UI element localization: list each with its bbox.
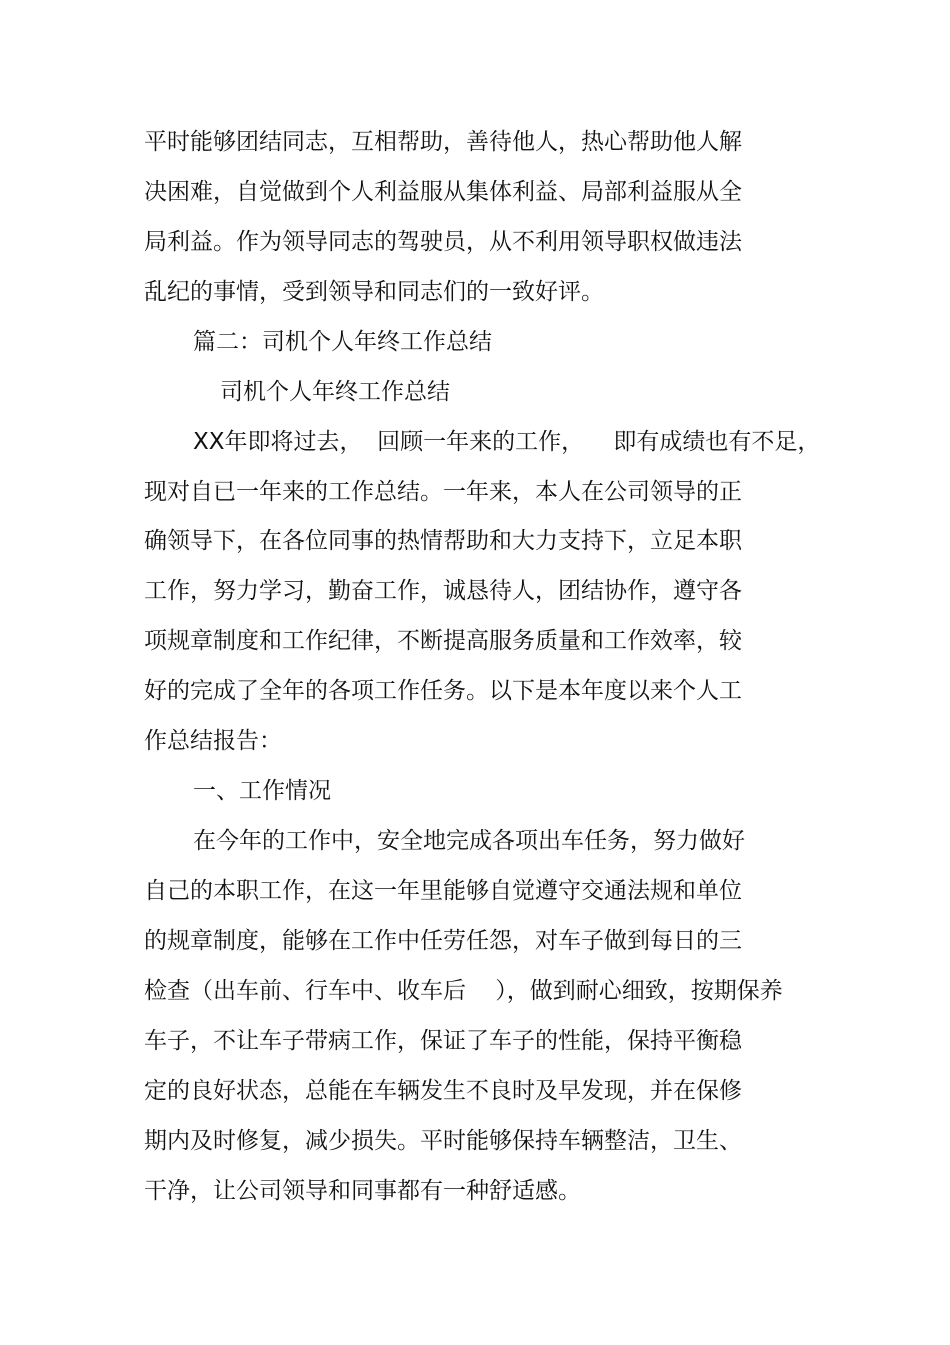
- text-line: 好的完成了全年的各项工作任务。以下是本年度以来个人工: [144, 678, 742, 704]
- text-line: XX年即将过去， 回顾一年来的工作， 即有成绩也有不足，: [193, 429, 821, 455]
- text-line: 现对自已一年来的工作总结。一年来，本人在公司领导的正: [144, 479, 742, 505]
- section-heading: 篇二：司机个人年终工作总结: [193, 329, 492, 355]
- text-line: 自己的本职工作，在这一年里能够自觉遵守交通法规和单位: [144, 878, 742, 904]
- text-line: 工作，努力学习，勤奋工作，诚恳待人，团结协作，遵守各: [144, 578, 742, 604]
- text-line: 确领导下，在各位同事的热情帮助和大力支持下，立足本职: [144, 528, 742, 554]
- text-line: 决困难，自觉做到个人利益服从集体利益、局部利益服从全: [144, 179, 742, 205]
- text-line: 的规章制度，能够在工作中任劳任怨，对车子做到每日的三: [144, 928, 742, 954]
- text-line: 作总结报告：: [144, 728, 282, 754]
- text-line: 在今年的工作中，安全地完成各项出车任务，努力做好: [193, 828, 745, 854]
- text-line: 定的良好状态，总能在车辆发生不良时及早发现，并在保修: [144, 1078, 742, 1104]
- text-line: 干净，让公司领导和同事都有一种舒适感。: [144, 1178, 581, 1204]
- text-line: 期内及时修复，减少损失。平时能够保持车辆整洁，卫生、: [144, 1128, 742, 1154]
- text-line: 项规章制度和工作纪律，不断提高服务质量和工作效率，较: [144, 628, 742, 654]
- text-line: 平时能够团结同志，互相帮助，善待他人，热心帮助他人解: [144, 129, 742, 155]
- text-line: 车子，不让车子带病工作，保证了车子的性能，保持平衡稳: [144, 1028, 742, 1054]
- document-title: 司机个人年终工作总结: [220, 379, 450, 405]
- section-heading: 一、工作情况: [193, 778, 331, 804]
- text-line: 检查（出车前、行车中、收车后 ），做到耐心细致，按期保养: [144, 978, 783, 1004]
- text-line: 局利益。作为领导同志的驾驶员，从不利用领导职权做违法: [144, 229, 742, 255]
- text-line: 乱纪的事情，受到领导和同志们的一致好评。: [144, 279, 604, 305]
